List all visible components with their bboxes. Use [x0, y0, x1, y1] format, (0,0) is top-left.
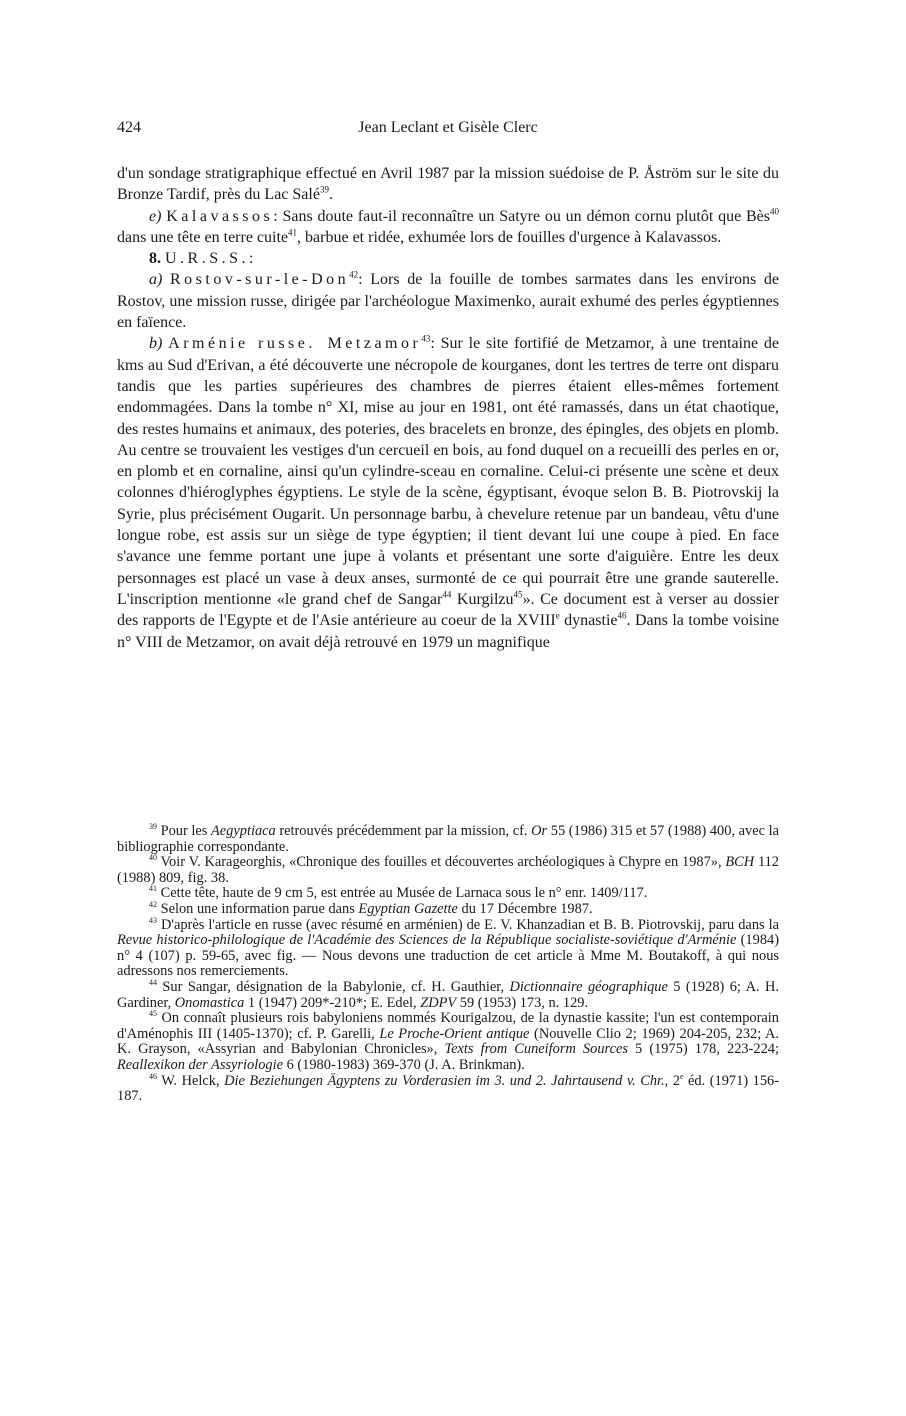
footnote-45: $^{45}$ On connaît plusieurs rois babyloniens nommés Kourigalzou, de la dynastie kassite; l'un est contemporain d'Aménophis III (1405-1370); cf. P. Garelli, Le Proche-Orient antique (Nouvelle Clio 2; 1969) 204-205, 232; A. K. Grayson, «Assyrian and Babylonian Chronicles», Texts from Cuneiform Sources 5 (1975) 178, 223-224; Reallexikon der Assyriologie 6 (1980-1983) 369-370 (J. A. Brinkman). [117, 1009, 780, 1073]
running-title: Jean Leclant et Gisèle Clerc [358, 119, 538, 136]
place-name: Arménie russe. [168, 335, 316, 353]
footnote-41: $^{41}$ Cette tête, haute de 9 cm 5, est entrée au Musée de Larnaca sous le n° enr. 1409/117. [149, 884, 648, 902]
place-name: Metzamor [327, 335, 422, 353]
footnote-ref[interactable]: 44 [442, 589, 452, 600]
footnote-42: $^{42}$ Selon une information parue dans Egyptian Gazette du 17 Décembre 1987. [149, 900, 593, 917]
page-number: 424 [117, 119, 141, 136]
place-name: Rostov-sur-le-Don [169, 271, 350, 289]
footnote-39: $^{39}$ Pour les Aegyptiaca retrouvés précédemment par la mission, cf. Or 55 (1986) 315 et 57 (1988) 400, avec la bibliographie correspondante. [117, 822, 780, 855]
paragraph: e) Kalavassos: Sans doute faut-il reconnaître un Satyre ou un démon cornu plutôt que Bès$^{40}$ dans une tête en terre cuite$^{41}$, barbue et ridée, exhumée lors de fouilles d'urgence à Kalavassos. [117, 206, 780, 246]
paragraph: d'un sondage stratigraphique effectué en Avril 1987 par la mission suédoise de P. Åström sur le site du Bronze Tardif, près du Lac Salé$^{39}$. [117, 165, 779, 204]
paragraph: b) Arménie russe. Metzamor$^{43}$: Sur le site fortifié de Metzamor, à une trentaine de kms au Sud d'Erivan, a été découverte une nécropole de kourganes, dont les tertres de terre ont disparu tandis que les parties supérieures des chambres de pierres étaient elles-mêmes fortement endommagées. Dans la tombe n° XI, mise au jour en 1981, ont été ramassés, dans un état chaotique, des restes humains et animaux, des poteries, des bracelets en bronze, des épingles, des objets en plomb. Au centre se trouvaient les vestiges d'un cercueil en bois, au fond duquel on a recueilli des perles en or, en plomb et en cornaline, ainsi qu'un cylindre-sceau en cornaline. Celui-ci présente une scène et deux colonnes d'hiéroglyphes égyptiens. Le style de la scène, égyptisant, évoque selon B. B. Piotrovskij la Syrie, plus précisément Ougarit. Un personnage barbu, à chevelure retenue par un bandeau, vêtu d'une longue robe, est assis sur un siège de type égyptien; il tient devant lui une coupe à pied. En face s'avance une femme portant une jupe à volants et présentant une sorte d'aiguière. Entre les deux personnages est placé un vase à deux anses, surmonté de ce qui pourrait être une grande sauterelle. L'inscription mentionne «le grand chef de Sangar$^{44}$ Kurgilzu$^{45}$». Ce document est à verser au dossier des rapports de l'Egypte et de l'Asie antérieure au coeur de la XVIIIe dynastie$^{46}$. Dans la tombe voisine n° VIII de Metzamor, on avait déjà retrouvé en 1979 un magnifique [117, 334, 780, 651]
footnote-ref[interactable]: 46 [617, 610, 627, 621]
footnote-43: $^{43}$ D'après l'article en russe (avec résumé en arménien) de E. V. Khanzadian et B. B. Piotrovskij, paru dans la Revue historico-philologique de l'Académie des Sciences de la République socialiste-soviétique d'Arménie (1984) n° 4 (107) p. 59-65, avec fig. — Nous devons une traduction de cet article à Mme M. Boutakoff, à qui nous adressons nos remerciements. [117, 915, 779, 980]
section-heading: 8. U.R.S.S.: [149, 250, 257, 268]
paragraph: a) Rostov-sur-le-Don$^{42}$: Lors de la fouille de tombes sarmates dans les environs de Rostov, une mission russe, dirigée par l'archéologue Maximenko, aurait exhumé des perles égyptiennes en faïence. [117, 270, 780, 332]
footnote-ref[interactable]: 41 [288, 227, 298, 238]
footnote-40: $^{40}$ Voir V. Karageorghis, «Chronique des fouilles et découvertes archéologiques à Chypre en 1987», BCH 112 (1988) 809, fig. 38. [117, 853, 779, 886]
place-name: Kalavassos [166, 207, 274, 225]
footnote-ref[interactable]: 39 [319, 184, 329, 195]
footnote-ref[interactable]: 40 [770, 206, 780, 217]
footnote-44: $^{44}$ Sur Sangar, désignation de la Babylonie, cf. H. Gauthier, Dictionnaire géographique 5 (1928) 6; A. H. Gardiner, Onomastica 1 (1947) 209*-210*; E. Edel, ZDPV 59 (1953) 173, n. 129. [117, 978, 779, 1011]
footnote-ref[interactable]: 45 [513, 589, 523, 600]
main-text [117, 163, 779, 653]
footnote-ref[interactable]: 42 [349, 270, 359, 281]
footnote-46: $^{46}$ W. Helck, Die Beziehungen Ägyptens zu Vorderasien im 3. und 2. Jahrtausend v. Chr., 2e éd. (1971) 156-187. [117, 1071, 779, 1105]
page-header [117, 119, 779, 139]
footnote-ref[interactable]: 43 [421, 334, 431, 345]
footnotes [117, 824, 779, 1105]
